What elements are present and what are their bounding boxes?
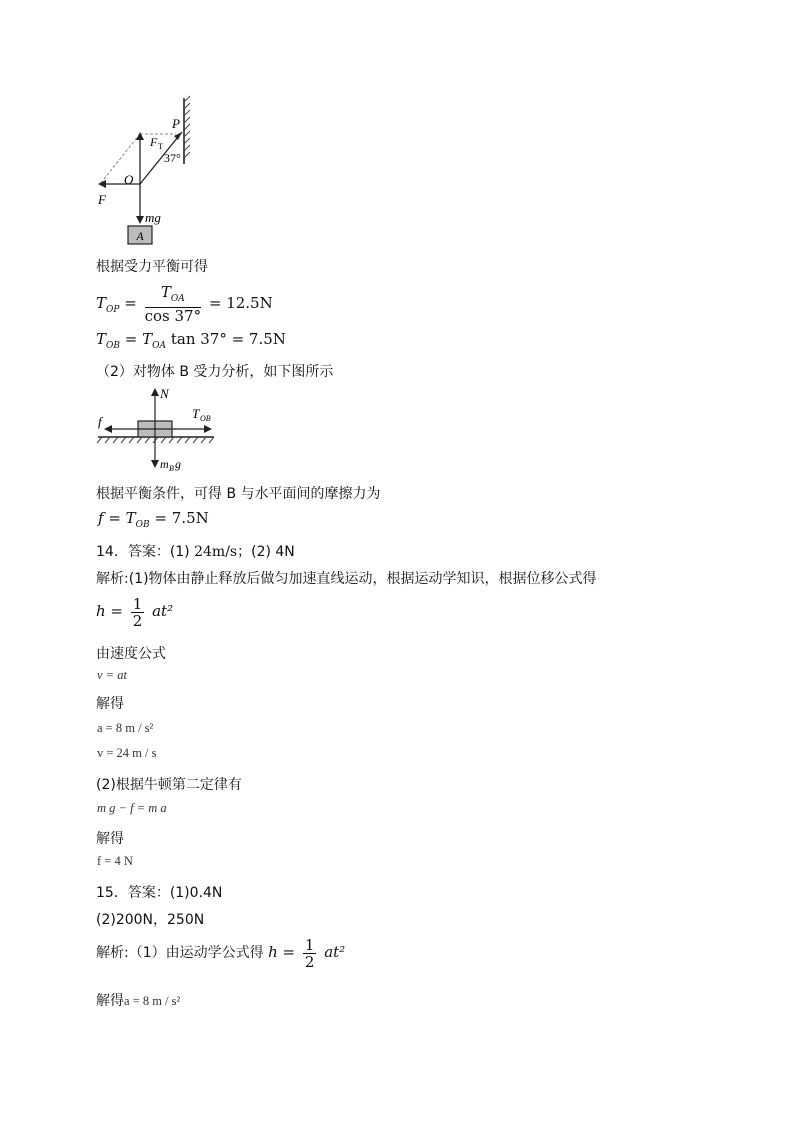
text-line: 由速度公式 <box>96 646 166 662</box>
label-TOB-sub: OB <box>200 414 211 423</box>
equation-h: h = $\frac{1}{2}$ at² <box>96 594 174 630</box>
answer-15: 15．答案：(1)0.4N <box>96 885 223 901</box>
equation-v2: v = 24 m / s <box>97 746 157 760</box>
label-F: F <box>98 192 106 207</box>
text-line: 解析:(1)物体由静止释放后做匀加速直线运动，根据运动学知识，根据位移公式得 <box>96 571 597 587</box>
result-15: 解得a = 8 m / s² <box>96 993 181 1009</box>
label-angle: 37° <box>164 151 181 165</box>
label-f: f <box>98 414 102 429</box>
equation-tob: $T_{OB} = T_{OA}$ tan 37° = 7.5N <box>96 330 286 351</box>
label-P: P <box>172 116 180 131</box>
text-line: (2)根据牛顿第二定律有 <box>96 777 242 793</box>
force-diagram-2 <box>94 384 224 474</box>
text-line: （2）对物体 B 受力分析，如下图所示 <box>96 364 334 380</box>
label-TOB: T <box>192 406 200 421</box>
text-line: 根据受力平衡可得 <box>96 259 208 275</box>
text-line: 解得 <box>96 696 124 712</box>
text-line: 解得 <box>96 831 124 847</box>
equation-newton: m g − f = m a <box>97 801 167 815</box>
label-FT-sub: T <box>158 142 163 151</box>
label-mBg: m <box>160 457 169 471</box>
answer-15b: (2)200N，250N <box>96 912 205 928</box>
label-mBg-sub: B <box>169 464 174 473</box>
text-line: 根据平衡条件，可得 B 与水平面间的摩擦力为 <box>96 486 381 502</box>
label-N: N <box>160 386 169 401</box>
label-O: O <box>124 172 134 187</box>
label-FT: F <box>150 135 158 149</box>
equation-top: $T_{OP}$ = $\frac{T_{OA}}{\cos 37^\circ}$ = 12.5N <box>96 283 273 325</box>
equation-f: f = 4 N <box>97 854 133 868</box>
label-A: A <box>136 229 144 243</box>
answer-14: 14．答案：(1) 24m/s；(2) 4N <box>96 544 295 560</box>
equation-friction: $f = T_{OB} = 7.5N$ <box>98 509 209 530</box>
label-mBg-g: g <box>175 457 181 471</box>
equation-a: a = 8 m / s² <box>97 721 154 735</box>
analysis-15: 解析:（1）由运动学公式得 h = $\frac{1}{2}$ at² <box>96 935 346 971</box>
force-diagram-1 <box>88 92 200 252</box>
label-mg: mg <box>145 210 161 225</box>
equation-v: v = at <box>97 668 127 682</box>
